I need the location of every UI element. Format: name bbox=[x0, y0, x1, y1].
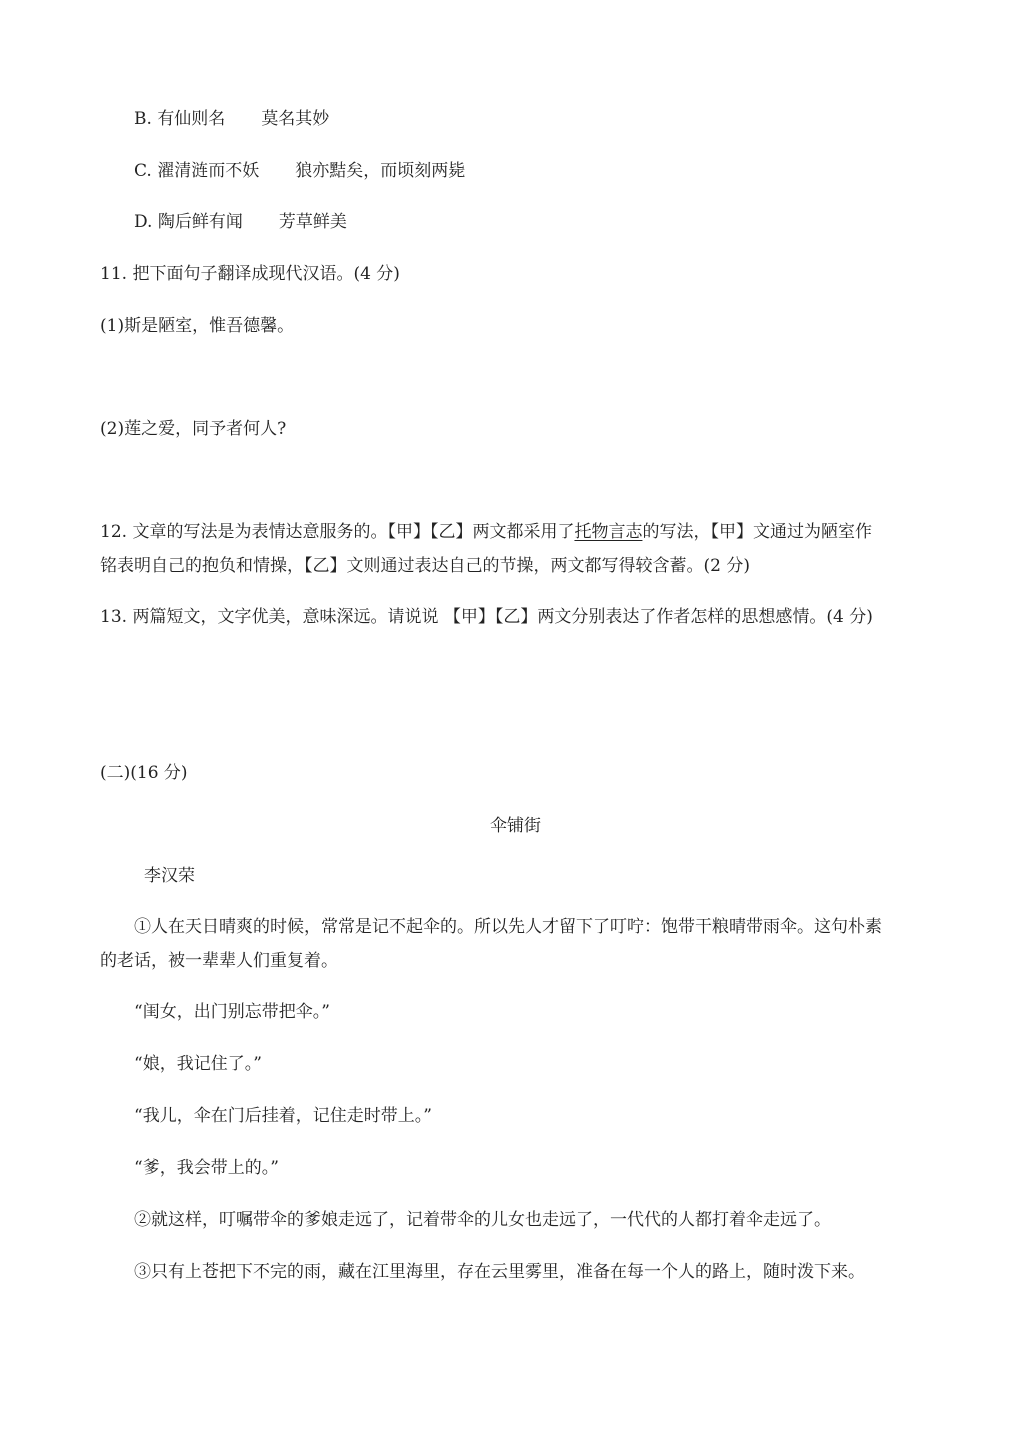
option-d bbox=[134, 209, 347, 235]
paragraph-1-line-1: ①人在天日晴爽的时候，常常是记不起伞的。所以先人才留下了叮咛：饱带干粮晴带雨伞。这句朴素 bbox=[134, 917, 882, 937]
option-c-phrase-2: 狼亦黠矣，而顷刻两毙 bbox=[295, 161, 466, 181]
dialogue-2: “娘，我记住了。” bbox=[134, 1054, 262, 1074]
option-b-phrase-1: 有仙则名 bbox=[157, 109, 226, 129]
article-author: 李汉荣 bbox=[144, 866, 195, 886]
option-c-phrase-1: 濯清涟而不妖 bbox=[157, 161, 260, 181]
question-12-post: 的写法，【甲】文通过为陋室作 bbox=[642, 522, 872, 542]
paragraph-2: ②就这样，叮嘱带伞的爹娘走远了，记着带伞的儿女也走远了，一代代的人都打着伞走远了。 bbox=[134, 1210, 831, 1230]
dialogue-1: “闺女，出门别忘带把伞。” bbox=[134, 1002, 330, 1022]
dialogue-3: “我儿，伞在门后挂着，记住走时带上。” bbox=[134, 1106, 432, 1126]
option-c bbox=[134, 158, 465, 184]
option-d-phrase-1: 陶后鲜有闻 bbox=[157, 212, 243, 232]
article-title: 伞铺街 bbox=[490, 816, 541, 836]
dialogue-4: “爹，我会带上的。” bbox=[134, 1158, 279, 1178]
question-11: 11. 把下面句子翻译成现代汉语。(4 分) bbox=[100, 264, 400, 284]
question-11-sentence-2: (2)莲之爱，同予者何人? bbox=[100, 419, 287, 439]
option-d-phrase-2: 芳草鲜美 bbox=[278, 212, 347, 232]
option-d-letter: D. bbox=[134, 212, 153, 232]
option-b-phrase-2: 莫名其妙 bbox=[261, 109, 330, 129]
paragraph-1-line-2: 的老话，被一辈辈人们重复着。 bbox=[100, 951, 338, 971]
section-heading: (二)(16 分) bbox=[100, 763, 188, 783]
option-b-letter: B. bbox=[134, 109, 152, 129]
question-13: 13. 两篇短文，文字优美，意味深远。请说说 【甲】【乙】两文分别表达了作者怎样的思想感情。(4 分) bbox=[100, 607, 873, 627]
question-12-line-1 bbox=[100, 519, 872, 545]
question-12-underlined: 托物言志 bbox=[574, 522, 643, 542]
question-12-pre: 12. 文章的写法是为表情达意服务的。【甲】【乙】两文都采用了 bbox=[100, 522, 575, 542]
option-b bbox=[134, 106, 329, 132]
question-12-line-2: 铭表明自己的抱负和情操，【乙】文则通过表达自己的节操，两文都写得较含蓄。(2 分) bbox=[100, 556, 750, 576]
paragraph-3: ③只有上苍把下不完的雨，藏在江里海里，存在云里雾里，准备在每一个人的路上，随时泼下来。 bbox=[134, 1262, 865, 1282]
option-c-letter: C. bbox=[134, 161, 152, 181]
question-11-sentence-1: (1)斯是陋室，惟吾德馨。 bbox=[100, 316, 295, 336]
